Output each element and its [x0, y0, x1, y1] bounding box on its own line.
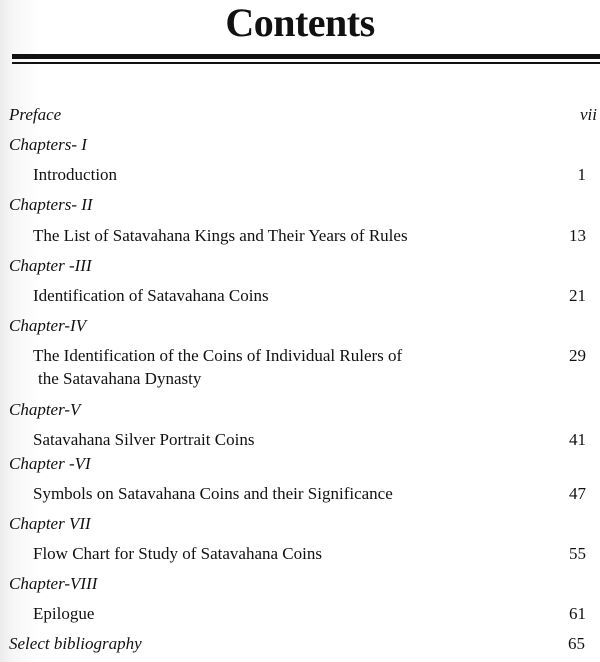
toc-entry-individual-rulers[interactable]	[33, 345, 600, 367]
toc-page-number: 21	[569, 286, 586, 305]
toc-entry-label: Flow Chart for Study of Satavahana Coins	[33, 544, 322, 563]
toc-entry-label: Introduction	[33, 165, 118, 184]
toc-entry-epilogue[interactable]	[33, 603, 600, 625]
title-rule-thick	[12, 54, 600, 59]
toc-page-number: 55	[569, 544, 586, 563]
toc-page-number: 61	[569, 604, 586, 623]
toc-entry-list-of-kings[interactable]	[33, 225, 600, 247]
title-rule-thin	[12, 62, 600, 64]
toc-heading-label: Preface	[9, 105, 62, 124]
toc-entry-silver-portrait[interactable]	[33, 429, 600, 451]
toc-heading-label: Chapter -III	[9, 256, 92, 275]
toc-page-number: 41	[569, 430, 586, 449]
toc-entry-label-continuation: the Satavahana Dynasty	[38, 369, 202, 388]
toc-heading-chapter-3[interactable]	[9, 255, 600, 277]
toc-entry-label: Satavahana Silver Portrait Coins	[33, 430, 255, 449]
page-title: Contents	[225, 0, 375, 45]
toc-heading-preface[interactable]	[9, 104, 600, 126]
toc-entry-introduction[interactable]	[33, 164, 600, 186]
toc-heading-chapter-5[interactable]	[9, 399, 600, 421]
toc-heading-label: Chapter VII	[9, 514, 91, 533]
toc-heading-label: Chapters- I	[9, 135, 87, 154]
toc-page-number: 29	[569, 346, 586, 365]
toc-page-number: 13	[569, 226, 586, 245]
toc-heading-chapter-2[interactable]	[9, 194, 600, 216]
toc-heading-chapter-8[interactable]	[9, 573, 600, 595]
toc-heading-chapter-4[interactable]	[9, 315, 600, 337]
toc-heading-label: Chapter-V	[9, 400, 81, 419]
toc-heading-label: Chapter-IV	[9, 316, 87, 335]
toc-entry-label: Identification of Satavahana Coins	[33, 286, 269, 305]
toc-entry-flow-chart[interactable]	[33, 543, 600, 565]
toc-heading-chapter-6[interactable]	[9, 453, 600, 475]
toc-heading-label: Chapter -VI	[9, 454, 91, 473]
toc-page-number: 65	[568, 634, 585, 653]
toc-entry-label: Epilogue	[33, 604, 95, 623]
toc-entry-symbols[interactable]	[33, 483, 600, 505]
toc-heading-chapter-7[interactable]	[9, 513, 600, 535]
toc-page-number: vii	[580, 105, 597, 124]
toc-heading-label: Chapter-VIII	[9, 574, 98, 593]
toc-entry-label: Symbols on Satavahana Coins and their Significance	[33, 484, 393, 503]
toc-entry-label: The List of Satavahana Kings and Their Years of Rules	[33, 226, 408, 245]
toc-heading-label: Select bibliography	[9, 634, 142, 653]
toc-entry-identification[interactable]	[33, 285, 600, 307]
toc-entry-label: The Identification of the Coins of Individual Rulers of	[33, 346, 403, 365]
toc-heading-chapter-1[interactable]	[9, 134, 600, 156]
toc-page-number: 1	[577, 165, 586, 184]
toc-heading-bibliography[interactable]	[9, 633, 600, 655]
toc-heading-label: Chapters- II	[9, 195, 93, 214]
toc-page-number: 47	[569, 484, 586, 503]
